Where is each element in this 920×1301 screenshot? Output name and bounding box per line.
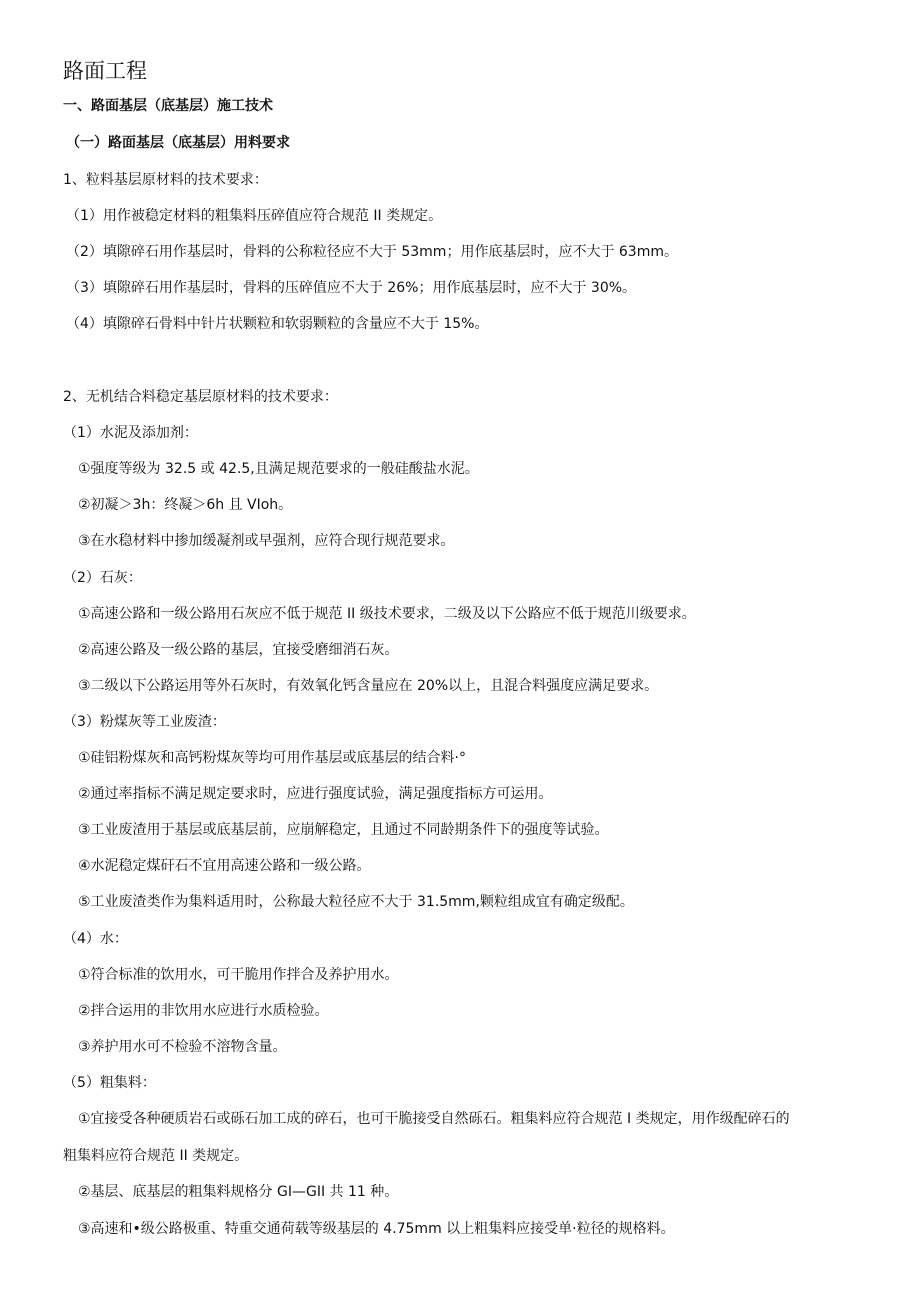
list-item: ③二级以下公路运用等外石灰时，有效氧化钙含量应在 20%以上，且混合料强度应满足要求。 (78, 678, 659, 694)
list-item: ①宜接受各种硬质岩石或砾石加工成的碎石，也可干脆接受自然砾石。粗集料应符合规范 I 类规定，用作级配碎石的 (78, 1111, 790, 1127)
section-heading-1: 一、路面基层（底基层）施工技术 (63, 98, 273, 114)
list-item: ②高速公路及一级公路的基层，宜接受磨细消石灰。 (78, 642, 399, 658)
group-label: （1）水泥及添加剂： (63, 425, 198, 441)
list-item: ①强度等级为 32.5 或 42.5,且满足规范要求的一般硅酸盐水泥。 (78, 461, 479, 477)
list-item: ③养护用水可不检验不溶物含量。 (78, 1039, 287, 1055)
list-item: ②通过率指标不满足规定要求时，应进行强度试验，满足强度指标方可运用。 (78, 786, 553, 802)
list-item: （1）用作被稳定材料的粗集料压碎值应符合规范 II 类规定。 (66, 208, 443, 224)
item-heading-1: 1、粒料基层原材料的技术要求： (63, 172, 268, 188)
group-label: （4）水： (63, 931, 128, 947)
list-item: ④水泥稳定煤矸石不宜用高速公路和一级公路。 (78, 858, 371, 874)
list-item: ②基层、底基层的粗集料规格分 GI—GII 共 11 种。 (78, 1184, 399, 1200)
group-label: （3）粉煤灰等工业废渣： (63, 714, 226, 730)
group-label: （5）粗集料： (63, 1075, 156, 1091)
list-item: ⑤工业废渣类作为集料适用时，公称最大粒径应不大于 31.5mm,颗粒组成宜有确定级配。 (78, 894, 634, 910)
list-item-continuation: 粗集料应符合规范 II 类规定。 (63, 1148, 249, 1164)
item-heading-2: 2、无机结合料稳定基层原材料的技术要求： (63, 389, 338, 405)
page-title: 路面工程 (63, 59, 147, 83)
list-item: ③工业废渣用于基层或底基层前，应崩解稳定，且通过不同龄期条件下的强度等试验。 (78, 822, 609, 838)
list-item: ③高速和•级公路极重、特重交通荷载等级基层的 4.75mm 以上粗集料应接受单·粒径的规格料。 (78, 1221, 675, 1237)
list-item: （4）填隙碎石骨料中针片状颗粒和软弱颗粒的含量应不大于 15%。 (66, 316, 489, 332)
subsection-heading-1: （一）路面基层（底基层）用料要求 (66, 135, 290, 151)
list-item: ①符合标准的饮用水，可干脆用作拌合及养护用水。 (78, 967, 399, 983)
list-item: ①高速公路和一级公路用石灰应不低于规范 II 级技术要求，二级及以下公路应不低于规范川级要求。 (78, 606, 696, 622)
list-item: （3）填隙碎石用作基层时，骨料的压碎值应不大于 26%；用作底基层时，应不大于 30%。 (66, 280, 637, 296)
list-item: ②拌合运用的非饮用水应进行水质检验。 (78, 1003, 329, 1019)
list-item: ③在水稳材料中掺加缓凝剂或早强剂，应符合现行规范要求。 (78, 533, 455, 549)
list-item: ①硅铝粉煤灰和高钙粉煤灰等均可用作基层或底基层的结合料·° (78, 750, 466, 766)
group-label: （2）石灰： (63, 570, 142, 586)
list-item: ②初凝＞3h：终凝＞6h 且 VIoh。 (78, 497, 293, 513)
list-item: （2）填隙碎石用作基层时，骨料的公称粒径应不大于 53mm；用作底基层时，应不大于 63mm。 (66, 244, 678, 260)
